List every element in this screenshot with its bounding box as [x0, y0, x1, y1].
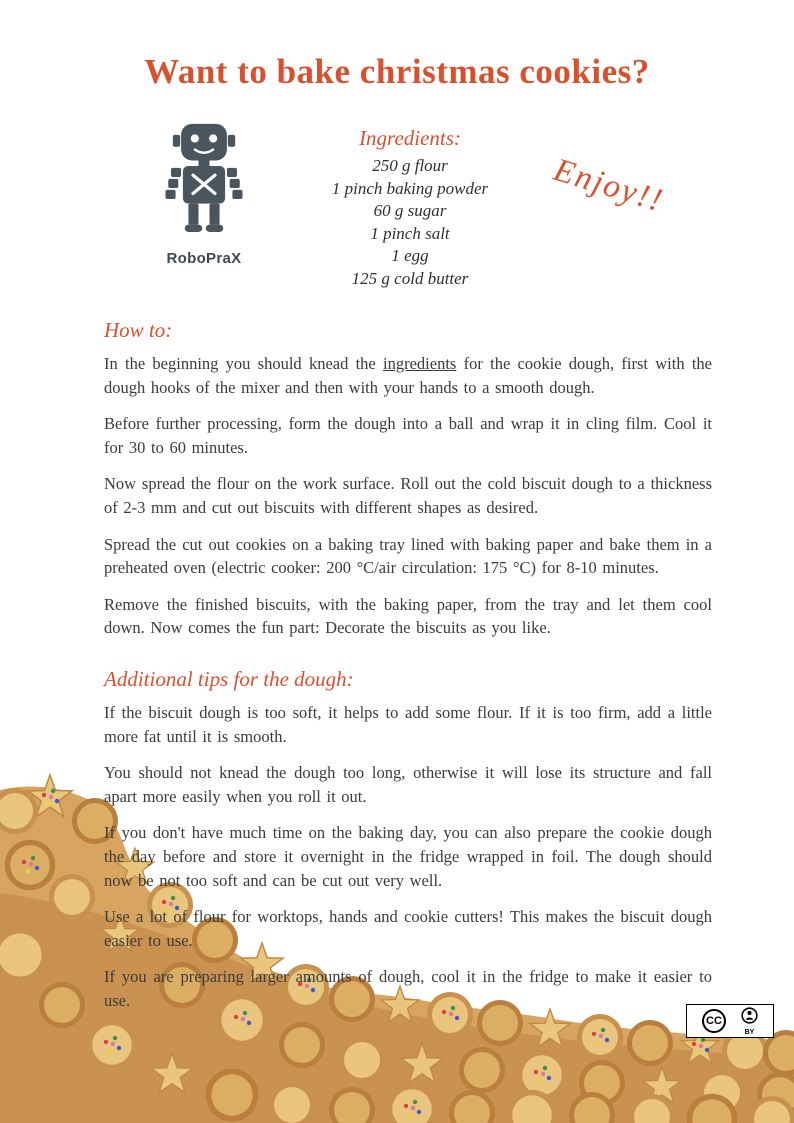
howto-paragraph-text: In the beginning you should knead the [104, 354, 384, 373]
tips-paragraph: Use a lot of flour for worktops, hands and cookie cutters! This makes the biscuit dough easier to use. [104, 907, 712, 950]
person-icon [741, 1007, 758, 1028]
ingredient-item: 60 g sugar [373, 201, 447, 221]
cc-icon: CC [702, 1009, 726, 1033]
tips-paragraph: If you don't have much time on the baking day, you can also prepare the cookie dough the day before and store it overnight in the fridge wrapped in foil. The dough should now be not too soft and can be cut out very well. [104, 823, 712, 890]
howto-section [104, 318, 712, 640]
howto-paragraph: Spread the cut out cookies on a baking tray lined with baking paper and bake them in a preheated oven (electric cooker: 200 °C/air circulation: 175 °C) for 8-10 minutes. [104, 534, 712, 578]
by-cell [741, 1007, 758, 1036]
ingredients-heading: Ingredients: [359, 126, 461, 150]
tips-paragraph: If you are preparing larger amounts of dough, cool it in the fridge to make it easier to use. [104, 967, 712, 1010]
ingredient-item: 250 g flour [372, 156, 448, 175]
robot-icon [158, 230, 250, 247]
by-label: BY [744, 1028, 755, 1036]
ingredient-item: 125 g cold butter [351, 269, 469, 289]
tips-heading: Additional tips for the dough: [104, 666, 354, 691]
tips-section [104, 667, 712, 1013]
robopراx-logo [154, 122, 254, 267]
ingredient-item: 1 pinch salt [370, 223, 450, 243]
ingredients-list [262, 155, 558, 291]
tips-paragraph: If the biscuit dough is too soft, it helps to add some flour. If it is too firm, add a little more fat until it is smooth. [104, 702, 712, 746]
ingredient-item: 1 egg [391, 246, 429, 266]
tips-paragraph: You should not knead the dough too long, otherwise it will lose its structure and fall apart more easily when you roll it out. [104, 763, 712, 806]
enjoy-text: Enjoy!! [549, 152, 669, 220]
page-title: Want to bake christmas cookies? [144, 52, 650, 91]
recipe-content [104, 318, 712, 1025]
ingredients-link[interactable]: ingredients [383, 354, 457, 373]
howto-paragraph [104, 352, 712, 399]
ingredient-item: 1 pinch baking powder [331, 178, 489, 198]
howto-paragraph-text: for the cookie dough, first with the dough hooks of the mixer and then with your hands to a smooth dough. [104, 354, 712, 397]
howto-paragraph: Now spread the flour on the work surface. Roll out the cold biscuit dough to a thickness of 2-3 mm and cut out biscuits with different shapes as desired. [104, 474, 712, 517]
howto-paragraph: Before further processing, form the dough into a ball and wrap it in cling film. Cool it for 30 to 60 minutes. [104, 414, 712, 457]
howto-heading: How to: [104, 318, 173, 342]
ingredients-section [262, 126, 558, 291]
license-badge[interactable] [686, 1004, 774, 1038]
howto-paragraph: Remove the finished biscuits, with the baking paper, from the tray and let them cool down. Now comes the fun part: Decorate the biscuits as you like. [104, 594, 712, 638]
logo-label: RoboPraX [166, 250, 242, 267]
